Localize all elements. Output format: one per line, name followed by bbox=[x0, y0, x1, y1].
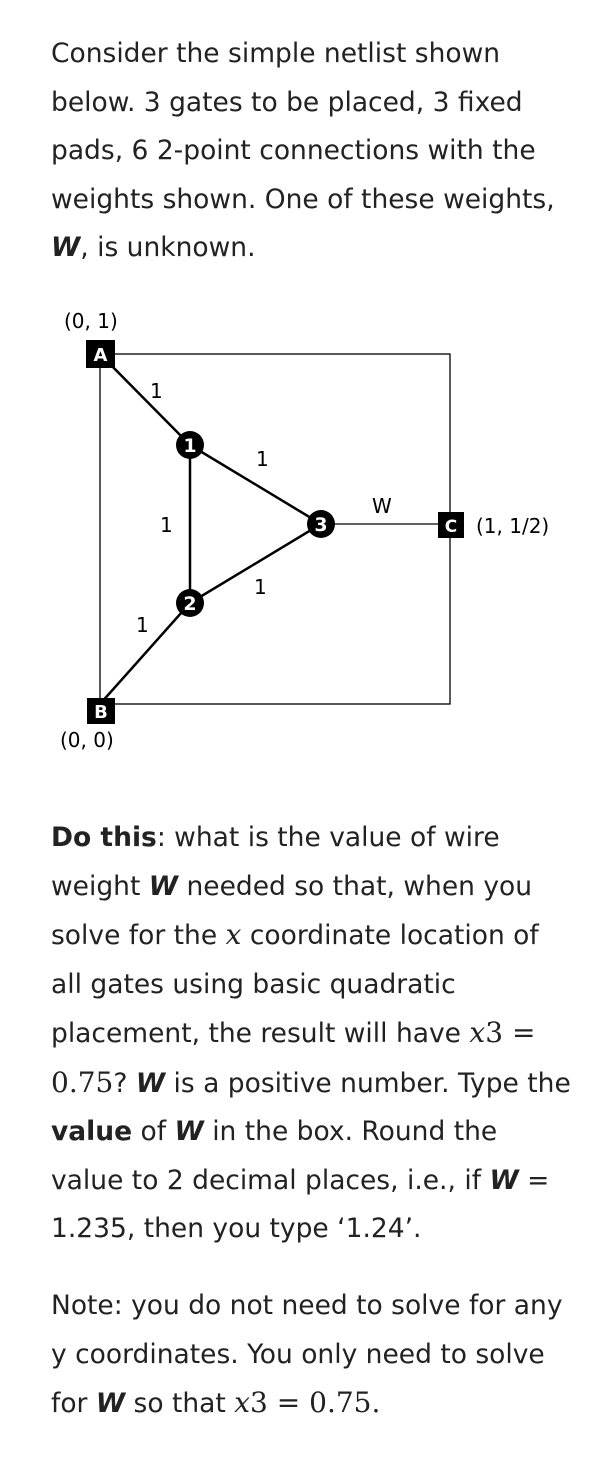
math-x3-equation: x3 = 0.75 bbox=[51, 1016, 536, 1099]
math-x3-equation-note: x3 = 0.75. bbox=[234, 1386, 381, 1419]
do-this-label: Do this bbox=[51, 822, 157, 853]
weight-3-c: W bbox=[372, 494, 392, 518]
value-emphasis: value bbox=[51, 1116, 133, 1147]
pad-b-coord: (0, 0) bbox=[60, 728, 114, 752]
unknown-weight-w: W bbox=[51, 232, 81, 263]
question-paragraph: Do this: what is the value of wire weight W needed so that, when you solve for the x coordinate location of all gates using basic quadratic placement, the result will have x3 = 0.75? W is a positive number. Type the value of W in the box. Round the value to 2 decimal places, i.e., if W = 1.235, then you type ‘1.24’. bbox=[51, 822, 571, 1244]
intro-text: Consider the simple netlist shown below. 3 gates to be placed, 3 fixed pads, 6 2-point connections with the weights shown. One of these weights, bbox=[51, 38, 555, 215]
netlist-diagram bbox=[0, 300, 609, 770]
intro-paragraph bbox=[51, 30, 571, 273]
math-x: x bbox=[225, 918, 242, 951]
pad-a-label: A bbox=[93, 345, 108, 366]
weight-b-2: 1 bbox=[136, 613, 149, 637]
weight-a-1: 1 bbox=[150, 379, 163, 403]
note-paragraph: Note: you do not need to solve for any y coordinates. You only need to solve for W so that x3 = 0.75. bbox=[51, 1290, 563, 1419]
pad-a-coord: (0, 1) bbox=[64, 309, 118, 333]
intro-tail: , is unknown. bbox=[80, 232, 256, 263]
gate-3-label: 3 bbox=[314, 514, 328, 536]
weight-1-3: 1 bbox=[256, 447, 269, 471]
pad-c-coord: (1, 1/2) bbox=[476, 514, 550, 538]
weight-2-3: 1 bbox=[254, 575, 267, 599]
weight-1-2: 1 bbox=[160, 513, 173, 537]
gate-2-label: 2 bbox=[183, 593, 197, 615]
gate-1-label: 1 bbox=[183, 435, 197, 457]
pad-b-label: B bbox=[94, 702, 108, 723]
pad-c-label: C bbox=[444, 517, 458, 537]
